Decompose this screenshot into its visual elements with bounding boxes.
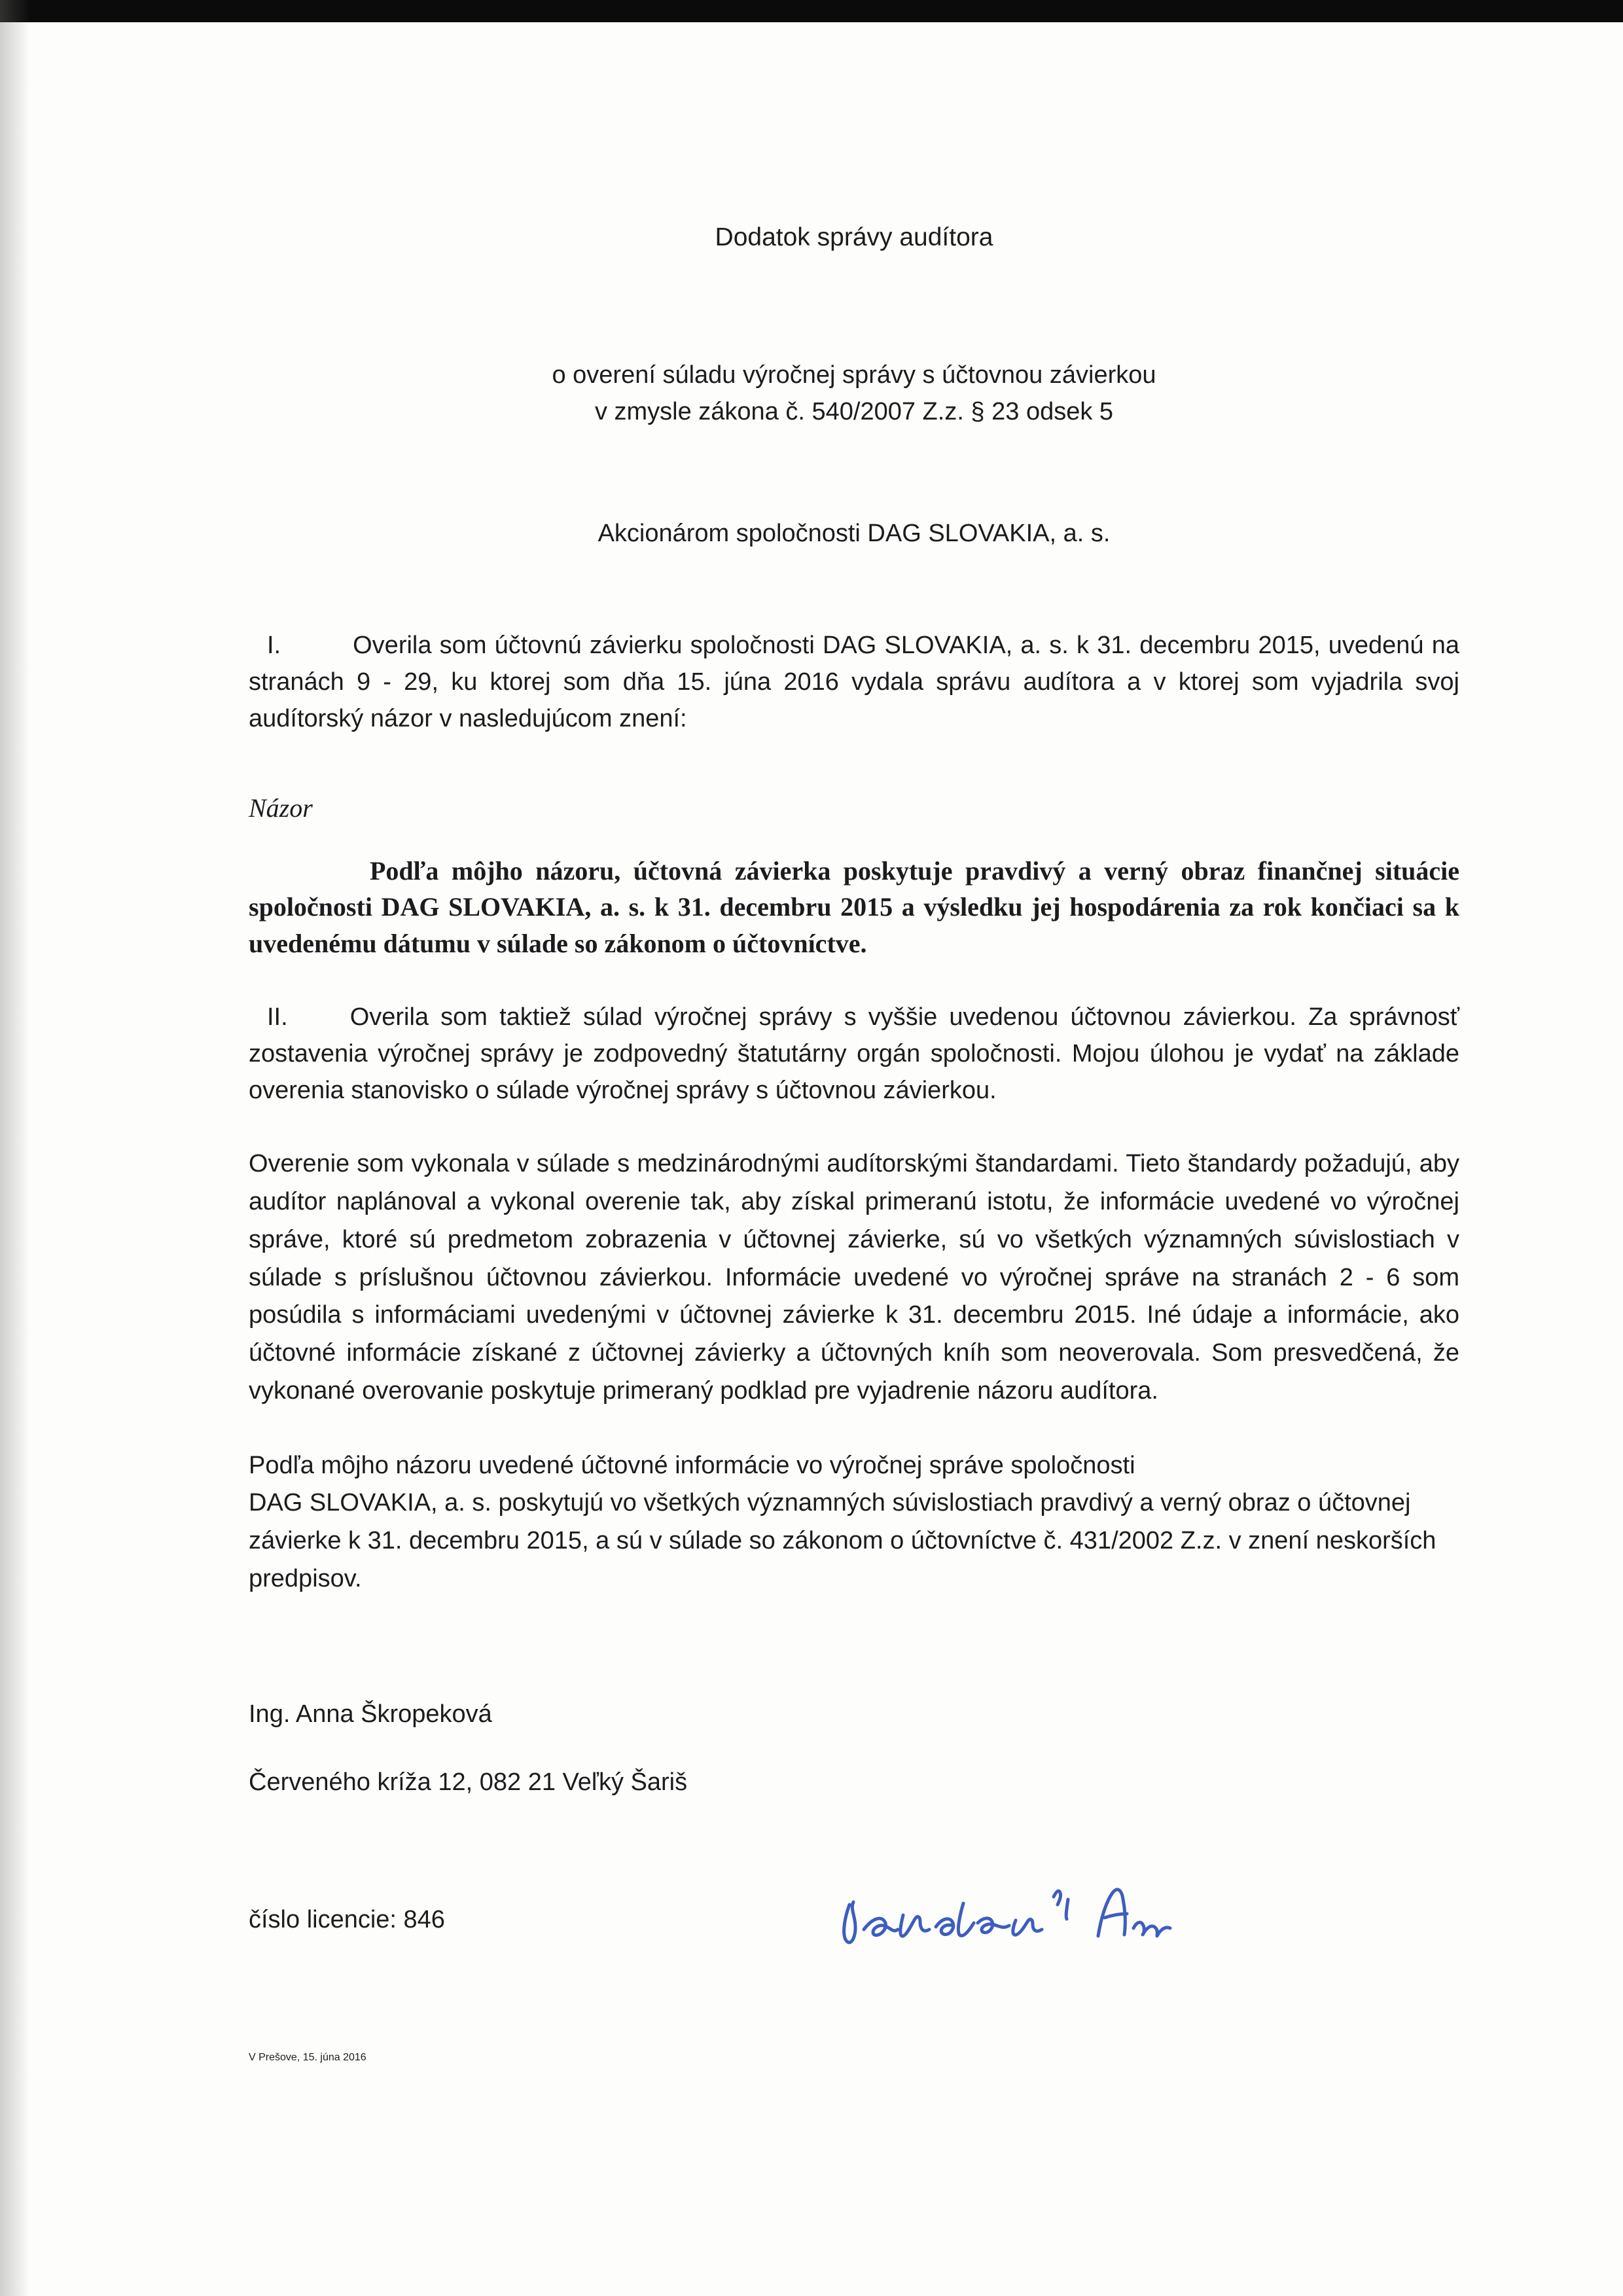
document-subtitle [249, 357, 1459, 431]
handwritten-signature [838, 1873, 1178, 1978]
section-2-paragraph [249, 999, 1459, 1109]
document-title: Dodatok správy audítora [715, 223, 993, 251]
section-2-number: II. [267, 1003, 288, 1031]
opinion-paragraph: Podľa môjho názoru, účtovná závierka poskytuje pravdivý a verný obraz finančnej situácie spoločnosti DAG SLOVAKIA, a. s. k 31. decembru 2015 a výsledku jej hospodárenia za rok končiaci sa k uvedenému dátumu v súlade so zákonom o účtovníctve. [249, 856, 1459, 958]
auditor-name: Ing. Anna Škropeková [249, 1700, 492, 1728]
signature-ink [838, 1873, 1178, 1978]
section-2-text: Overila som taktiež súlad výročnej správy s vyššie uvedenou účtovnou závierkou. Za správnosť zostavenia výročnej správy je zodpovedný štatutárny orgán spoločnosti. Mojou úlohou je vydať na základe overenia stanovisko o súlade výročnej správy s účtovnou závierkou. [249, 1003, 1459, 1104]
section-1-number: I. [267, 631, 281, 659]
scan-edge-artifact-top [0, 0, 1623, 22]
auditor-address: Červeného kríža 12, 082 21 Veľký Šariš [249, 1768, 688, 1796]
document-content [0, 22, 1623, 1939]
scope-paragraph: Overenie som vykonala v súlade s medzinárodnými audítorskými štandardami. Tieto štandardy požadujú, aby audítor naplánoval a vykonal overenie tak, aby získal primeranú istotu, že informácie uvedené vo výročnej správe, ktoré sú predmetom zobrazenia v účtovnej závierke, sú vo všetkých významných súvislostiach v súlade s príslušnou účtovnou závierkou. Informácie uvedené vo výročnej správe na stranách 2 - 6 som posúdila s informáciami uvedenými v účtovnej závierke k 31. decembru 2015. Iné údaje a informácie, ako účtovné informácie získané z účtovnej závierky a účtovných kníh som neoverovala. Som presvedčená, že vykonané overovanie poskytuje primeraný podklad pre vyjadrenie názoru audítora. [249, 1150, 1459, 1405]
section-1-paragraph [249, 628, 1459, 738]
conclusion-rest: DAG SLOVAKIA, a. s. poskytujú vo všetkých významných súvislostiach pravdivý a verný obraz o účtovnej závierke k 31. decembru 2015, a sú v súlade so zákonom o účtovníctve č. 431/2002 Z.z. v znení neskorších predpisov. [249, 1489, 1436, 1592]
conclusion-paragraph [249, 1447, 1459, 1598]
subtitle-line-2: v zmysle zákona č. 540/2007 Z.z. § 23 odsek 5 [594, 398, 1114, 426]
subtitle-line-1: o overení súladu výročnej správy s účtovnou závierkou [552, 361, 1156, 389]
section-1-text: Overila som účtovnú závierku spoločnosti DAG SLOVAKIA, a. s. k 31. decembru 2015, uvedenú na stranách 9 - 29, ku ktorej som dňa 15. júna 2016 vydala správu audítora a v ktorej som vyjadrila svoj audítorský názor v nasledujúcom znení: [249, 631, 1459, 732]
opinion-heading: Názor [249, 793, 313, 823]
conclusion-line-1: Podľa môjho názoru uvedené účtovné informácie vo výročnej správe spoločnosti [249, 1451, 1135, 1479]
addressee-line: Akcionárom spoločnosti DAG SLOVAKIA, a. s. [597, 520, 1111, 548]
place-and-date-line: V Prešove, 15. júna 2016 [249, 2052, 366, 2063]
license-number-line: číslo licencie: 846 [249, 1906, 445, 1934]
